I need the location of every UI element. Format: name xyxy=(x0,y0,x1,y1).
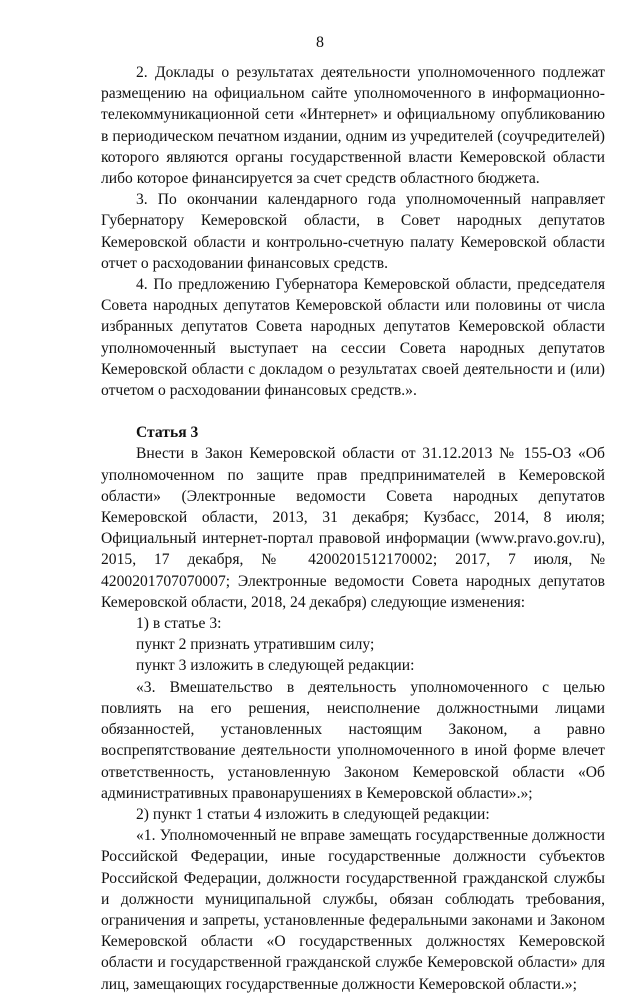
paragraph-amendments-intro: Внести в Закон Кемеровской области от 31.12.2013 № 155-ОЗ «Об уполномоченном по защите прав предпринимателей в Кемеровской области» (Электронные ведомости Совета народных депутатов Кемеровской области, 2013, 31 декабря; Кузбасс, 2014, 8 июля; Официальный интернет-портал правовой информации (www.pravo.gov.ru), 2015, 17 декабря, № 4200201512170002; 2017, 7 июля, № 4200201707070007; Электронные ведомости Совета народных депутатов Кемеровской области, 2018, 24 декабря) следующие изменения: xyxy=(101,445,605,611)
paragraph-annual-report: 3. По окончании календарного года уполномоченный направляет Губернатору Кемеровской области, в Совет народных депутатов Кемеровской области и контрольно-счетную палату Кемеровской области отчет о расходовании финансовых средств. xyxy=(101,191,605,272)
paragraph-session-report: 4. По предложению Губернатора Кемеровской области, председателя Совета народных депутатов Кемеровской области или половины от числа избранных депутатов Совета народных депутатов Кемеровской области уполномоченный выступает на сессии Совета народных депутатов Кемеровской области с докладом о результатах своей деятельности и (или) отчетом о расходовании финансовых средств.». xyxy=(101,276,605,400)
page-number: 8 xyxy=(316,34,324,51)
list-item-article-3: 1) в статье 3: xyxy=(136,615,222,633)
list-item-point-2-repeal: пункт 2 признать утратившим силу; xyxy=(136,636,375,654)
document-body xyxy=(101,62,605,995)
article-heading: Статья 3 xyxy=(136,424,199,442)
list-item-article-4: 2) пункт 1 статьи 4 изложить в следующей редакции: xyxy=(136,805,490,823)
list-item-point-3-new-wording: пункт 3 изложить в следующей редакции: xyxy=(136,657,415,675)
paragraph-interference-liability: «3. Вмешательство в деятельность уполномоченного с целью повлиять на его решения, неисполнение должностными лицами обязанностей, установленных настоящим Законом, а равно воспрепятствование деятельности уполномоченного в иной форме влечет ответственность, установленную Законом Кемеровской области «Об административных правонарушениях в Кемеровской области».»; xyxy=(101,678,605,802)
paragraph-reports-publication: 2. Доклады о результатах деятельности уполномоченного подлежат размещению на официальном сайте уполномоченного в информационно-телекоммуникационной сети «Интернет» и официальному опубликованию в периодическом печатном издании, одним из учредителей (соучредителей) которого являются органы государственной власти Кемеровской области либо которое финансируется за счет средств областного бюджета. xyxy=(101,64,605,188)
paragraph-restrictions: «1. Уполномоченный не вправе замещать государственные должности Российской Федерации, иные государственные должности субъектов Российской Федерации, должности государственной гражданской службы и должности муниципальной службы, обязан соблюдать требования, ограничения и запреты, установленные федеральными законами и Законом Кемеровской области «О государственных должностях Кемеровской области и государственной гражданской службе Кемеровской области» для лиц, замещающих государственные должности Кемеровской области.»; xyxy=(101,827,605,993)
